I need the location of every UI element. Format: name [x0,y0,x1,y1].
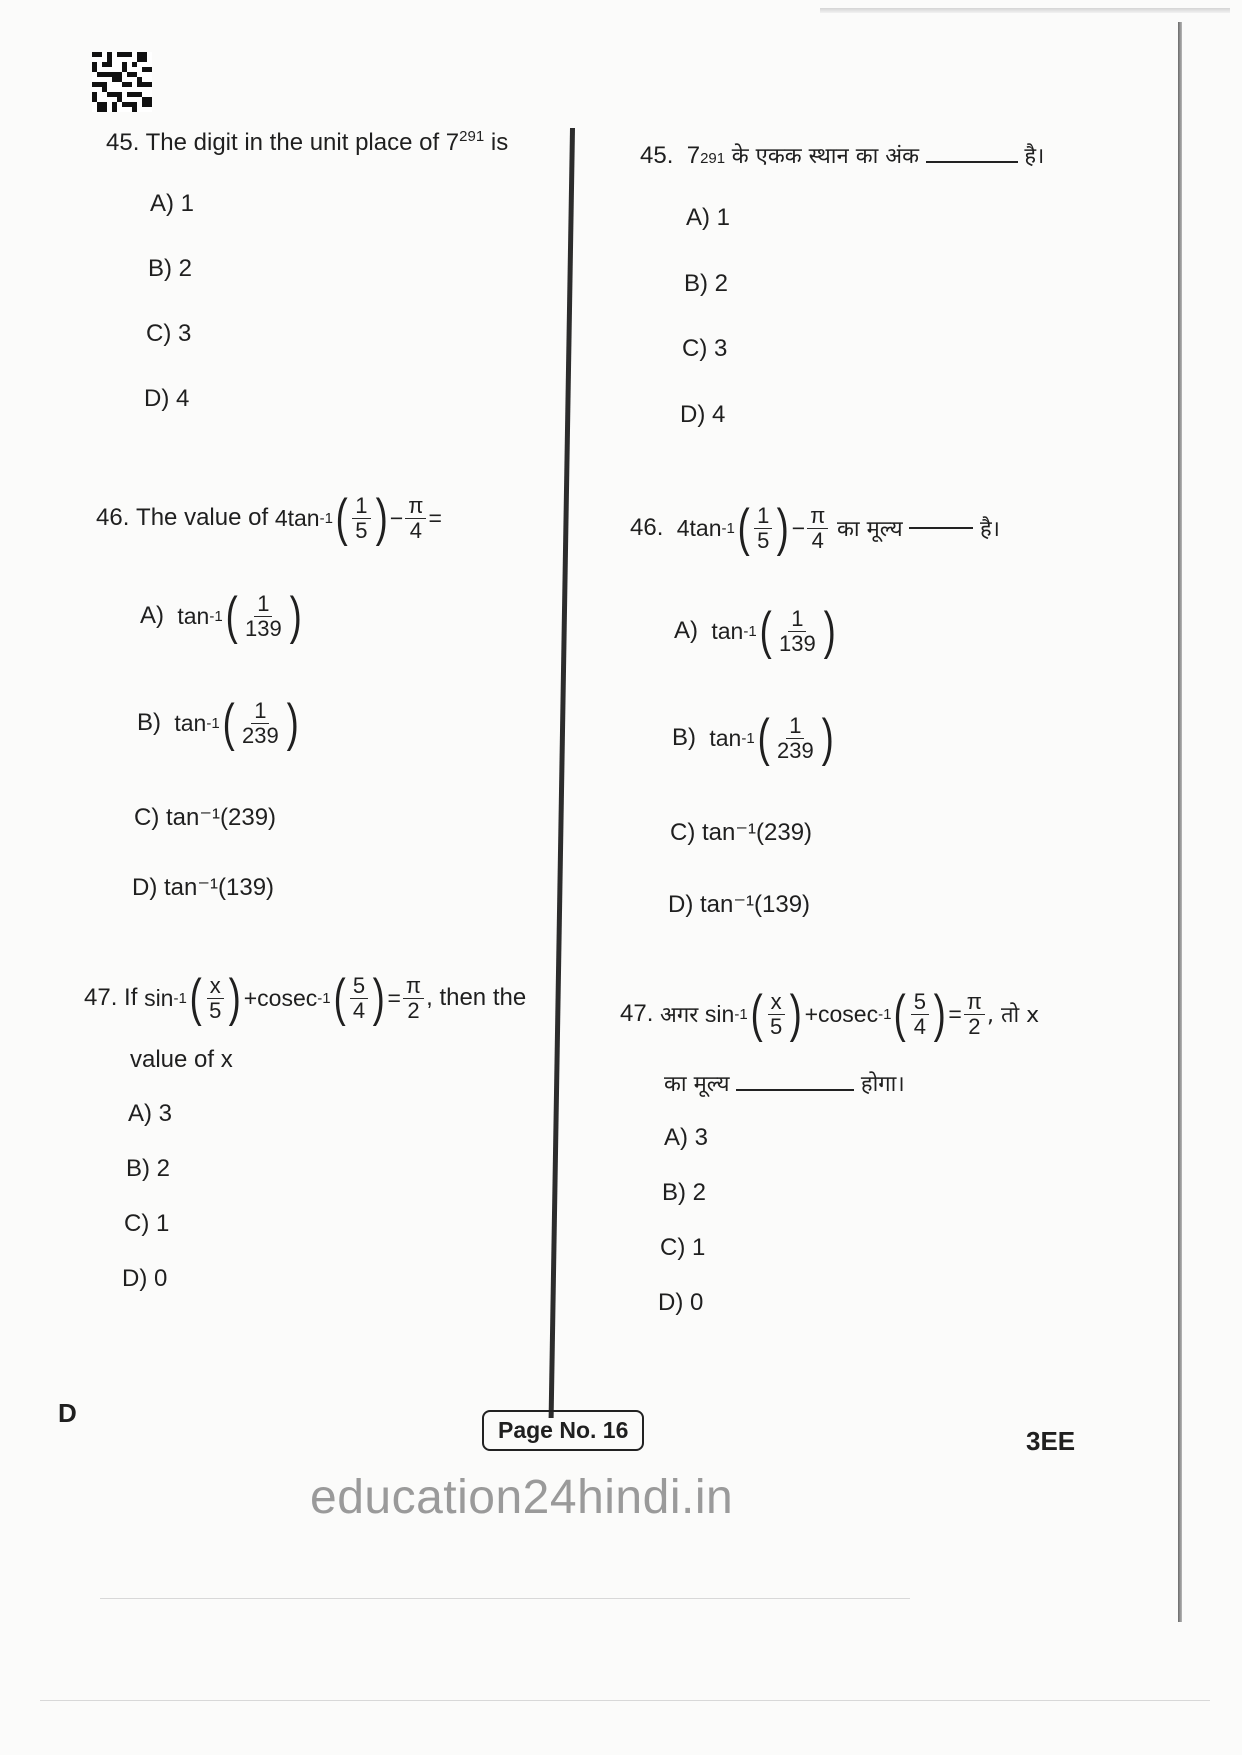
question-text: The digit in the unit place of 7 [145,129,460,156]
base: 7 [686,142,701,169]
expression: 4tan -1 ( $\frac{1}{5}$ ) − $\frac{\pi}{4}$ [677,502,831,554]
option-expression: tan -1 ( $\frac{1}{239}$ ) [709,709,834,767]
question-text: The value of [136,504,269,531]
option-c: C) 1 [124,1210,170,1237]
faint-line [100,1598,910,1599]
option-expression: tan -1 ( $\frac{1}{239}$ ) [174,694,299,752]
question-46-en [96,489,442,547]
question-text-end: है। [1024,144,1045,169]
option-d: D) 4 [144,385,190,412]
section-letter: D [58,1398,77,1428]
answer-blank [926,161,1018,163]
option-a: A) 3 [128,1100,173,1127]
option-label: A) [674,617,698,644]
exponent: 291 [459,128,485,145]
question-47-hi [620,985,1040,1043]
question-text-line2-end: होगा। [860,1072,905,1097]
question-text: If [124,984,138,1011]
question-text: के एकक स्थान का अंक [731,144,919,169]
question-47-en [84,969,527,1027]
expression: sin -1 ( $\frac{x}{5}$ ) +cosec -1 ( $\frac{5}{4}$ ) = $\frac{\pi}{2}$ [705,988,987,1040]
option-c: C) 3 [682,335,728,362]
question-number: 46. [96,504,130,531]
option-d: D) 0 [122,1265,168,1292]
option-b: B) 2 [684,270,729,297]
option-a [140,587,304,645]
option-label: B) [672,724,696,751]
option-a: A) 1 [150,190,195,217]
option-a [674,602,838,660]
option-b [137,694,301,752]
option-c: C) tan⁻¹(239) [134,804,277,831]
option-d: D) 0 [658,1289,704,1316]
question-text: अगर [660,1003,699,1028]
question-text-end: , then the [426,984,527,1011]
question-text-end: है। [979,517,1000,542]
question-text-line2: value of x [130,1046,233,1073]
option-c: C) 1 [660,1234,706,1261]
option-d: D) tan⁻¹(139) [132,874,275,901]
watermark: education24hindi.in [310,1471,734,1524]
answer-blank [909,527,973,529]
question-45-hi [640,140,1044,170]
page-edge-right [1178,22,1182,1622]
qr-code-icon [92,52,152,112]
question-45-en [106,128,508,157]
option-label: A) [140,602,164,629]
page-number-box: Page No. 16 [482,1410,644,1451]
question-text-end: , तो x [986,1003,1040,1028]
exponent: 291 [700,150,726,167]
question-number: 47. [620,1000,654,1027]
option-c: C) 3 [146,320,192,347]
column-divider [549,128,575,1418]
question-number: 45. [640,142,674,169]
question-number: 45. [106,129,140,156]
option-label: B) [137,709,161,736]
option-expression: tan -1 ( $\frac{1}{139}$ ) [177,587,302,645]
option-d: D) tan⁻¹(139) [668,891,811,918]
expression: sin -1 ( $\frac{x}{5}$ ) +cosec -1 ( $\frac{5}{4}$ ) = $\frac{\pi}{2}$ [144,972,426,1024]
option-b [672,709,836,767]
page-edge-top [820,8,1230,13]
answer-blank [736,1089,854,1091]
faint-line [40,1700,1210,1701]
option-b: B) 2 [148,255,193,282]
option-b: B) 2 [126,1155,171,1182]
option-expression: tan -1 ( $\frac{1}{139}$ ) [711,602,836,660]
option-c: C) tan⁻¹(239) [670,819,813,846]
option-d: D) 4 [680,401,726,428]
question-47-hi-line2 [664,1068,905,1098]
option-a: A) 1 [686,204,731,231]
question-number: 47. [84,984,118,1011]
question-text: का मूल्य [837,517,903,542]
question-number: 46. [630,514,664,541]
question-text-line2: का मूल्य [664,1072,730,1097]
expression: 4tan -1 ( $\frac{1}{5}$ ) − $\frac{\pi}{4}$ = [274,489,442,547]
option-b: B) 2 [662,1179,707,1206]
paper-code: 3EE [1026,1426,1076,1456]
question-text-end: is [490,129,509,156]
question-46-hi [630,499,1000,557]
option-a: A) 3 [664,1124,709,1151]
